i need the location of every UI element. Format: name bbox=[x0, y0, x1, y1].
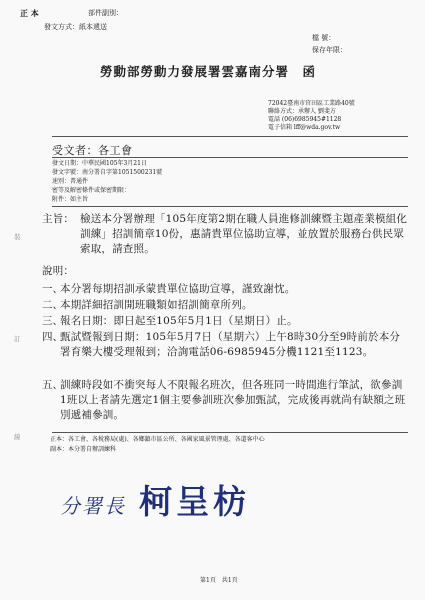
item-text: 甄試暨報到日期：105年5月7日（星期六）上午8時30分至9時前於本分署育樂大樓受理報到；洽詢電話06-6985945分機1121至1123。 bbox=[60, 331, 401, 358]
speed: 速別：普通件 bbox=[52, 178, 89, 185]
page-number: 第1頁 共1頁 bbox=[200, 577, 238, 584]
signature-role: 分署長 bbox=[60, 494, 126, 518]
divider bbox=[52, 206, 408, 207]
subject-block bbox=[42, 212, 408, 257]
divider bbox=[52, 432, 408, 433]
item-text: 本期詳細招訓開班職類如招訓簡章所列。 bbox=[60, 299, 253, 311]
subject-label: 主旨： bbox=[42, 213, 75, 225]
secrecy: 密等及解密條件或保密期限： bbox=[52, 187, 131, 194]
item-text: 報名日期：即日起至105年5月1日（星期日）止。 bbox=[60, 315, 298, 327]
list-item bbox=[42, 378, 408, 423]
explain-label: 說明： bbox=[42, 265, 75, 277]
signature-name: 柯呈枋 bbox=[139, 482, 251, 521]
divider bbox=[52, 136, 408, 137]
sender-phone: 電話 (06)6985945#1128 bbox=[268, 116, 342, 123]
item-number: 二、 bbox=[42, 299, 63, 311]
attachment: 附件：如主旨 bbox=[52, 196, 89, 203]
issue-date: 發文日期：中華民國105年3月21日 bbox=[52, 160, 147, 167]
list-item bbox=[42, 282, 408, 297]
cc-main: 正本：各工會、各稅務局(處)、各鄉鎮市區公所、各國家風景管理處、各道客中心 bbox=[50, 436, 265, 443]
binding-mark: 訂 bbox=[14, 335, 21, 343]
list-item bbox=[42, 314, 408, 329]
sender-email: 電子信箱 lff@wda.gov.tw bbox=[268, 124, 341, 131]
sender-contact: 聯絡方式：承辦人 劉斐方 bbox=[268, 108, 336, 115]
sender-address: 72042臺南市官田區工業路40號 bbox=[268, 100, 355, 107]
file-no-label: 部件副別： bbox=[88, 9, 123, 17]
cc-copy: 副本：本分署自辦訓練科 bbox=[50, 446, 117, 453]
item-number: 五、 bbox=[42, 379, 63, 391]
copy-type-label: 正 本 bbox=[20, 8, 39, 18]
archive-no-label: 檔 號： bbox=[312, 34, 336, 42]
signature bbox=[60, 476, 250, 523]
send-method: 發文方式：紙本遞送 bbox=[44, 23, 107, 31]
item-number: 三、 bbox=[42, 315, 63, 327]
issue-number: 發文字號：南分署自字第1051500231號 bbox=[52, 169, 163, 176]
item-number: 四、 bbox=[42, 331, 63, 343]
item-number: 一、 bbox=[42, 283, 63, 295]
document-title: 勞動部勞動力發展署雲嘉南分署 函 bbox=[100, 64, 317, 79]
divider bbox=[52, 157, 408, 158]
retention-label: 保存年限： bbox=[312, 46, 347, 54]
binding-mark: 線 bbox=[14, 433, 21, 441]
subject-text: 檢送本分署辦理「105年度第2期在職人員進修訓練暨主題產業模組化訓練」招訓簡章10份，惠請貴單位協助宣導，並放置於服務台供民眾索取，請查照。 bbox=[80, 213, 408, 255]
item-text: 訓練時段如不衝突每人不限報名班次，但各班同一時間進行筆試，欲參訓1班以上者請先選定1個主要參訓班次參加甄試，完成後再就尚有缺額之班別遞補參訓。 bbox=[60, 379, 406, 421]
list-item bbox=[42, 330, 408, 360]
binding-mark: 裝 bbox=[14, 233, 21, 241]
list-item bbox=[42, 298, 408, 313]
recipient: 受文者：各工會 bbox=[52, 144, 133, 157]
item-text: 本分署每期招訓承蒙貴單位協助宣導，謹致謝忱。 bbox=[60, 283, 296, 295]
